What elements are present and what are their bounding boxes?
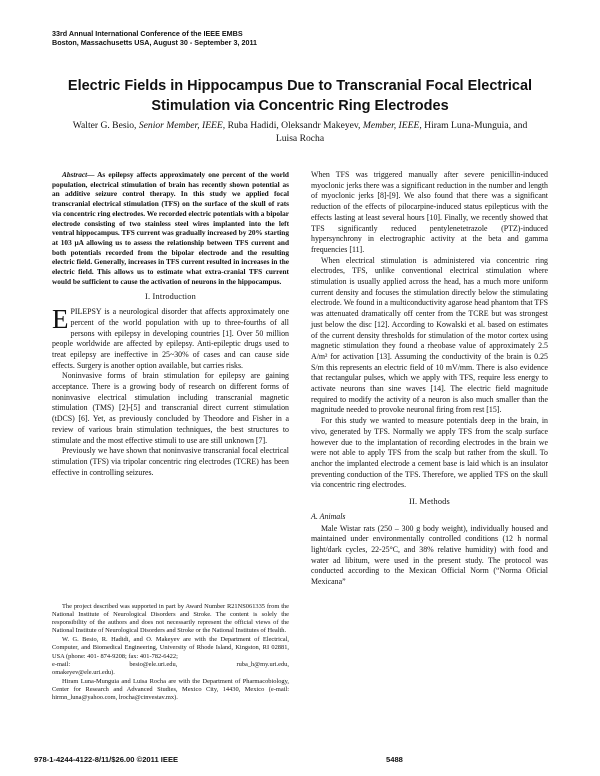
footnotes <box>52 603 289 703</box>
left-column <box>52 170 289 478</box>
conference-location: Boston, Massachusetts USA, August 30 - September 3, 2011 <box>52 37 258 47</box>
intro-paragraph-2: Noninvasive forms of brain stimulation for epilepsy are gaining acceptance. There is a growing body of research on different forms of noninvasive electrical stimulation including transcranial magnetic stimulation (TMS) [2]-[5] and transcranial direct current stimulation (tDCS) [6]. Yet, as previously concluded by Theodore and Fisher in a review of various brain stimulation techniques, the best structures to stimulate and the most effective stimuli to use are still unknown [7]. <box>52 371 289 445</box>
author-1: Walter G. Besio, <box>72 120 137 131</box>
intro-paragraph-1-text: PILEPSY is a neurological disorder that affects approximately one percent of the world population with up to three-fourths of all persons with epilepsy in developing countries [1]. Over 50 million people worldwide are affected by epilepsy. Anti-epileptic drugs used to treat epilepsy are ineffective in 25~30% of cases and can cause side effects. Surgery is another option available, but carries risks. <box>52 307 289 370</box>
author-3-role: Member, IEEE, <box>362 120 422 131</box>
email-label: e-mail: <box>52 660 71 668</box>
email-makeyev[interactable]: omakeyev@ele.uri.edu). <box>52 668 115 676</box>
author-1-role: Senior Member, IEEE, <box>138 120 226 131</box>
intro-paragraph-5: When electrical stimulation is administered via concentric ring electrodes, TFS, unlike conventional electrical stimulation where stimulation is usually applied across the head, has a much more uniform current density and focuses the stimulation directly below the stimulating electrode. We found in a multiconductivity agarose head phantom that TFS was attenuated dramatically off center from the TCRE but was strongest just below the disc [12]. According to Kowalski et al. based on estimates of the current density thresholds for stimulation of the motor cortex using magnetic stimulation they found a rheobase value of approximately 2.5 A/m² for activation [13]. Assuming the conductivity of the brain is 0.25 S/m this represents an electric field of 10 mV/mm. There is also evidence that rectangular pulses, which we apply with TFS, require less energy to activate neurons than sine waves [14]. The electric field magnitude required to modify the activity of a neuron is also much smaller than the magnitude needed to provoke neuronal firing from rest [15]. <box>311 255 548 415</box>
title-line-2: Stimulation via Concentric Ring Electrodes <box>151 98 449 114</box>
authors-2-3: Ruba Hadidi, Oleksandr Makeyev, <box>227 120 361 131</box>
intro-paragraph-4: When TFS was triggered manually after severe penicillin-induced myoclonic jerks there was a significant reduction in the number and length of myoclonic jerks [8]-[9]. We also found that there was a significant reduction of the effects of pilocarpine-induced status epilepticus with the effects lasting at least several hours [10]. Finally, we recently showed that TFS significantly reduced pentylenetetrazole (PTZ)-induced hypersynchrony in electrographic activity at the beta and gamma frequencies [11]. <box>311 170 548 254</box>
methods-paragraph-1: Male Wistar rats (250 – 300 g body weight), individually housed and maintained under environmentally controlled conditions (12 h normal light/dark cycles, 22-25°C, and 38% relative humidity) with food and water ad libitum, were used in the present study. The protocol was conducted according to the Mexican Official Norm (“Norma Oficial Mexicana” <box>311 523 548 587</box>
abstract-label: Abstract <box>62 170 88 179</box>
abstract <box>52 170 289 286</box>
paper-title <box>52 76 548 116</box>
email-hadidi[interactable]: ruba_h@my.uri.edu, <box>236 660 289 668</box>
conference-header <box>52 30 257 47</box>
page-number: 5488 <box>386 755 403 764</box>
footnote-affiliation-cinvestav: Hiram Luna-Munguia and Luisa Rocha are with the Department of Pharmacobiology, Center for Research and Advanced Studies, Mexico City, 14430, Mexico (e-mail: hirmn_luna@yahoo.com, lrocha@cinvestav.mx). <box>52 677 289 702</box>
intro-paragraph-6: For this study we wanted to measure potentials deep in the brain, in vivo, generated by TFS. Normally we apply TFS from the scalp surface however due to the implantation of recording electrodes in the brain we were not able to apply TFS from the scalp but rather from the skull. To anchor the implanted electrode a cement base is laid which is an insulator preventing conduction of the TFS. Therefore, we applied TFS on the skull via concentric ring electrodes. <box>311 416 548 490</box>
authors-4-5: Hiram Luna-Munguia, and Luisa Rocha <box>275 120 528 144</box>
email-besio[interactable]: besio@ele.uri.edu, <box>129 660 178 668</box>
right-column <box>311 170 548 588</box>
intro-paragraph-1 <box>52 304 289 371</box>
footnote-affiliation-uri <box>52 636 289 676</box>
abstract-text: — As epilepsy affects approximately one percent of the world population, electrical stimulation of brain has recently shown potential as an additive seizure control therapy. In this study we applied focal transcranial electrical stimulation (TFS) on the surface of the skull of rats via concentric ring electrodes. We recorded electric potentials with a bipolar electrode consisting of two stainless steel wires implanted into the left ventral hippocampus. TFS current was gradually increased by 20% starting at 103 µA allowing us to assess the relationship between TFS current and both potentials recorded from the bipolar electrode and the resulting electric field. Generally, increases in TFS current resulted in increases in the electric field. This allows us to estimate what extra-cranial TFS current would be sufficient to cause the activation of neurons in the hippocampus. <box>52 170 289 286</box>
title-line-1: Electric Fields in Hippocampus Due to Transcranial Focal Electrical <box>67 78 533 94</box>
footer-isbn: 978-1-4244-4122-8/11/$26.00 ©2011 IEEE <box>34 755 179 764</box>
conference-name: 33rd Annual International Conference of the IEEE EMBS <box>52 29 243 38</box>
footnote-funding: The project described was supported in part by Award Number R21NS061335 from the National Institute of Neurological Disorders and Stroke. The content is solely the responsibility of the authors and does not necessarily represent the official views of the National Institute of Neurological Disorders and Stroke or the National Institutes of Health. <box>52 603 289 635</box>
author-list <box>62 120 538 145</box>
intro-paragraph-3: Previously we have shown that noninvasive transcranial focal electrical stimulation (TFS) via tripolar concentric ring electrodes (TCRE) has been effective in controlling seizures. <box>52 446 289 477</box>
footnote-affiliation-uri-text: W. G. Besio, R. Hadidi, and O. Makeyev are with the Department of Electrical, Computer, and Biomedical Engineering, University of Rhode Island, Kingston, RI 02881, USA (phone: 401- 874-9208; fax: 401-782-6422; <box>52 636 289 660</box>
footnote-email-line <box>52 661 289 669</box>
subsection-heading-animals: A. Animals <box>311 511 346 521</box>
section-heading-introduction: I. Introduction <box>145 292 196 302</box>
section-heading-methods: II. Methods <box>409 497 450 507</box>
drop-cap: E <box>52 304 69 335</box>
